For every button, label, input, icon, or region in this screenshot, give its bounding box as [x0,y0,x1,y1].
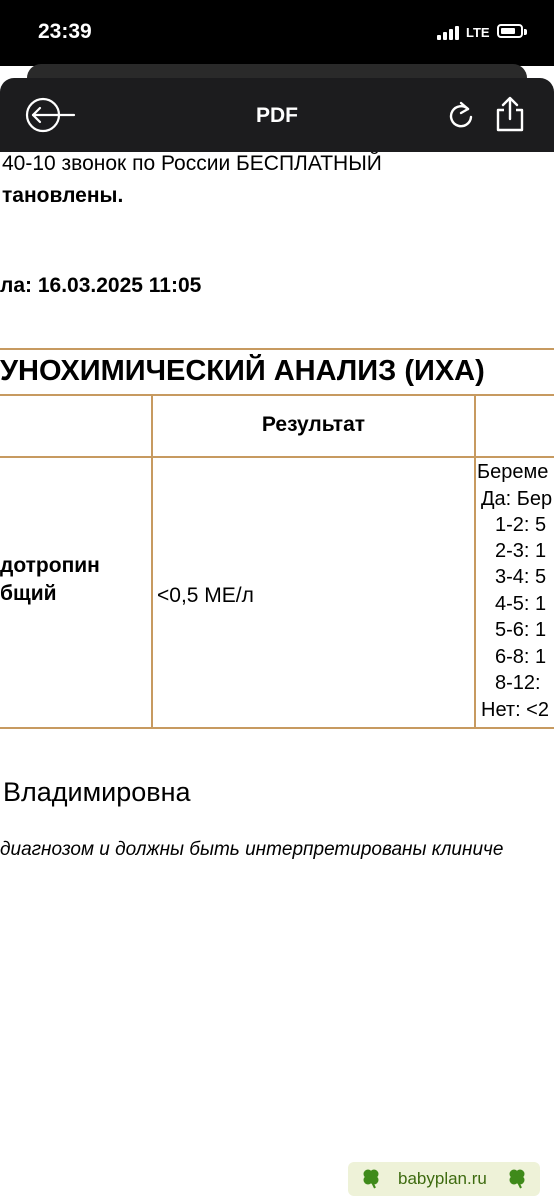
reference-line: Нет: <2 [481,699,549,721]
clover-icon [360,1167,382,1189]
test-name-line2: бщий [0,582,57,605]
watermark-badge [348,1162,540,1196]
nav-title: PDF [256,104,298,127]
reference-line: 4-5: 1 [495,593,547,615]
nav-bar [0,78,554,152]
watermark-text: babyplan.ru [398,1169,487,1188]
reference-line: 6-8: 1 [495,646,547,668]
phone-line: 40-10 звонок по России БЕСПЛАТНЫЙ [2,152,382,175]
sample-date-line: ла: 16.03.2025 11:05 [0,274,202,297]
network-type: LTE [466,25,490,40]
section-heading: УНОХИМИЧЕСКИЙ АНАЛИЗ (ИХА) [0,355,485,387]
battery-icon [497,24,523,38]
clover-icon [506,1167,528,1189]
status-bar [0,0,554,66]
share-button[interactable] [494,96,526,132]
reload-button[interactable] [447,100,475,130]
signal-icon [437,26,463,40]
table-border-top [0,348,554,350]
reference-line: 3-4: 5 [495,566,547,588]
pdf-document[interactable] [0,152,554,1200]
reference-line: 5-6: 1 [495,619,547,641]
reference-line: 8-12: [495,672,541,694]
reference-line: 2-3: 1 [495,540,547,562]
disclaimer-text: диагнозом и должны быть интерпретированы клиниче [0,839,504,860]
test-name-line1: дотропин [0,554,100,577]
reference-line: Береме [477,461,549,483]
table-border-heading [0,394,554,396]
doctor-name: Владимировна [3,777,191,807]
table-border-bottom [0,727,554,729]
battery-tip [524,29,527,35]
table-divider-2 [474,394,476,728]
status-time: 23:39 [38,20,92,43]
table-header-result: Результат [261,413,366,436]
table-divider-1 [151,394,153,728]
reference-line: 1-2: 5 [495,514,547,536]
reference-line: Да: Бер [481,488,553,510]
share-icon [494,96,526,132]
established-line: тановлены. [2,184,124,207]
table-border-header [0,456,554,458]
reload-icon [447,100,475,130]
test-result: <0,5 МЕ/л [157,584,254,607]
